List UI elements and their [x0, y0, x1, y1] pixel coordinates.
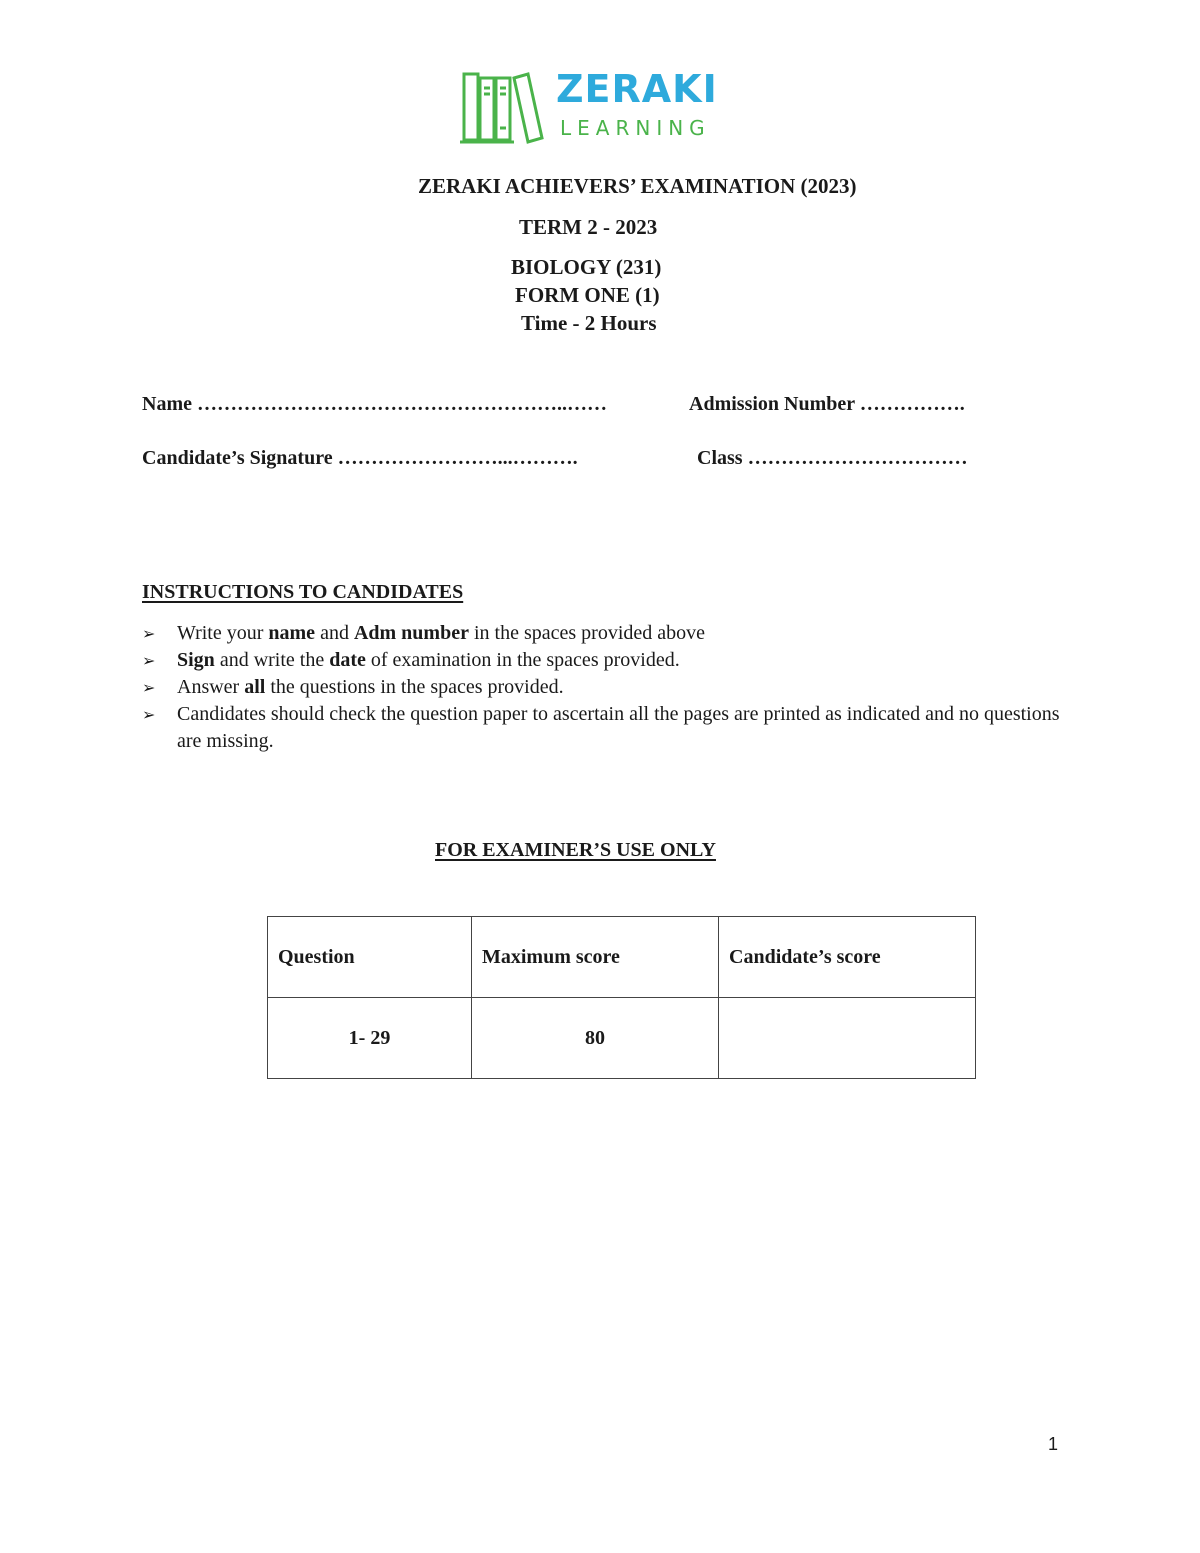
arrow-bullet-icon: ➢: [142, 705, 156, 724]
score-table: [267, 916, 976, 1079]
instructions-heading: INSTRUCTIONS TO CANDIDATES: [142, 581, 464, 603]
arrow-bullet-icon: ➢: [142, 678, 156, 697]
instructions-list: [142, 620, 1062, 755]
header-question: Question: [268, 917, 472, 998]
logo-wordmark: ZERAKI: [556, 67, 718, 111]
instruction-text: and: [315, 622, 354, 644]
exam-title: ZERAKI ACHIEVERS’ EXAMINATION (2023): [418, 174, 857, 198]
signature-field[interactable]: Candidate’s Signature ……………………...……….: [142, 447, 578, 469]
instruction-text: Write your: [177, 622, 269, 644]
page-number: 1: [1048, 1434, 1059, 1454]
instruction-text: the questions in the spaces provided.: [265, 676, 564, 698]
arrow-bullet-icon: ➢: [142, 624, 156, 643]
form-title: FORM ONE (1): [515, 283, 660, 307]
examiner-heading: FOR EXAMINER’S USE ONLY: [435, 839, 716, 861]
name-field[interactable]: Name ………………………………………………..……: [142, 393, 607, 415]
instruction-text: date: [329, 649, 366, 671]
zeraki-logo: [458, 68, 758, 148]
instruction-text: in the spaces provided above: [468, 622, 706, 644]
instruction-text: Adm number: [353, 622, 469, 644]
instruction-text: Sign: [177, 649, 215, 671]
instruction-item: [142, 674, 1062, 701]
instruction-item: [142, 620, 1062, 647]
instruction-item: [142, 647, 1062, 674]
admission-number-field[interactable]: Admission Number …………….: [689, 393, 965, 415]
instruction-text: of examination in the spaces provided.: [365, 649, 680, 671]
time-title: Time - 2 Hours: [521, 311, 657, 335]
header-maximum-score: Maximum score: [472, 917, 719, 998]
cell-question-range: 1- 29: [268, 998, 472, 1079]
term-title: TERM 2 - 2023: [519, 215, 658, 239]
cell-maximum-score: 80: [472, 998, 719, 1079]
score-table-header-row: [268, 917, 976, 998]
class-field[interactable]: Class ……………………………: [697, 447, 968, 469]
instruction-text: and write the: [214, 649, 330, 671]
header-candidate-score: Candidate’s score: [719, 917, 976, 998]
arrow-bullet-icon: ➢: [142, 651, 156, 670]
books-icon: [458, 68, 548, 146]
instruction-text: name: [268, 622, 316, 644]
instruction-text: Answer: [177, 676, 245, 698]
cell-candidate-score[interactable]: [719, 998, 976, 1079]
instruction-item: [142, 701, 1062, 755]
instruction-text: Candidates should check the question paper to ascertain all the pages are printed as indicated and no questions are missing.: [177, 703, 1060, 752]
logo-subtitle: LEARNING: [560, 116, 711, 140]
subject-title: BIOLOGY (231): [511, 255, 662, 279]
instruction-text: all: [244, 676, 266, 698]
score-table-row: [268, 998, 976, 1079]
